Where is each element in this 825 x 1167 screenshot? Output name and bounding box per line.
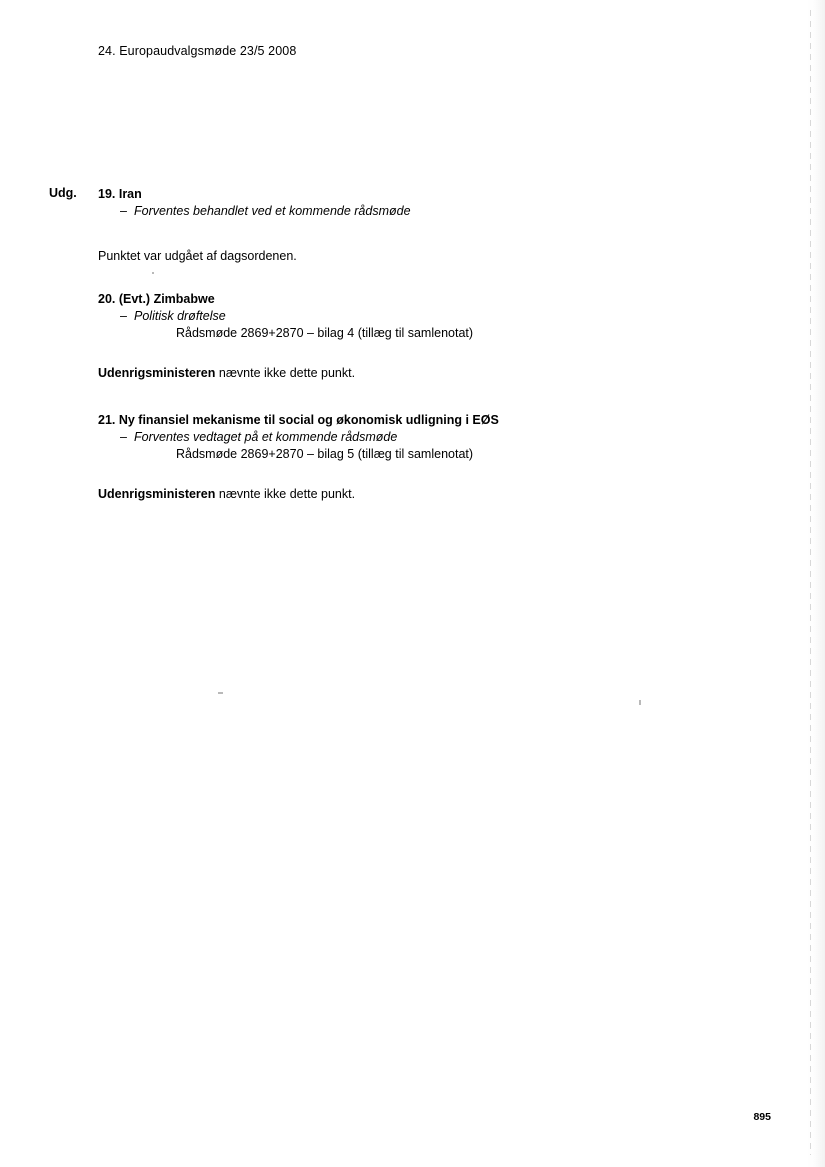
scan-speck	[152, 272, 154, 274]
agenda-item-paragraph	[98, 365, 738, 382]
dash-marker-icon: –	[120, 204, 127, 218]
scan-speck	[218, 692, 223, 694]
paragraph-text: nævnte ikke dette punkt.	[215, 366, 356, 380]
agenda-item-paragraph	[98, 486, 738, 503]
document-header: 24. Europaudvalgsmøde 23/5 2008	[98, 44, 297, 58]
agenda-item-reference: Rådsmøde 2869+2870 – bilag 5 (tillæg til samlenotat)	[176, 447, 474, 461]
dash-marker-icon: –	[120, 309, 127, 323]
agenda-item-21	[98, 412, 738, 503]
agenda-item-subtitle-row	[98, 429, 738, 446]
agenda-item-title: 19. Iran	[98, 187, 142, 201]
scan-speck	[639, 700, 641, 705]
paragraph-text: Punktet var udgået af dagsordenen.	[98, 249, 297, 263]
agenda-item-subtitle: Politisk drøftelse	[134, 309, 226, 323]
agenda-item-subtitle: Forventes vedtaget på et kommende rådsmøde	[134, 430, 398, 444]
agenda-item-reference: Rådsmøde 2869+2870 – bilag 4 (tillæg til samlenotat)	[176, 326, 474, 340]
agenda-item-paragraph	[98, 248, 738, 265]
paragraph-lead: Udenrigsministeren	[98, 366, 216, 380]
agenda-item-19	[98, 186, 738, 265]
dash-marker-icon: –	[120, 430, 127, 444]
page-number: 895	[753, 1111, 771, 1123]
agenda-item-title: 20. (Evt.) Zimbabwe	[98, 292, 215, 306]
agenda-item-title: 21. Ny finansiel mekanisme til social og økonomisk udligning i EØS	[98, 413, 499, 427]
agenda-item-20	[98, 291, 738, 382]
paragraph-text: nævnte ikke dette punkt.	[215, 487, 356, 501]
agenda-item-subtitle: Forventes behandlet ved et kommende rådsmøde	[134, 204, 411, 218]
margin-note-udg: Udg.	[49, 186, 77, 200]
paragraph-lead: Udenrigsministeren	[98, 487, 216, 501]
agenda-item-subtitle-row	[98, 308, 738, 325]
agenda-item-subtitle-row	[98, 203, 738, 220]
scan-edge-dashes	[810, 10, 811, 1155]
